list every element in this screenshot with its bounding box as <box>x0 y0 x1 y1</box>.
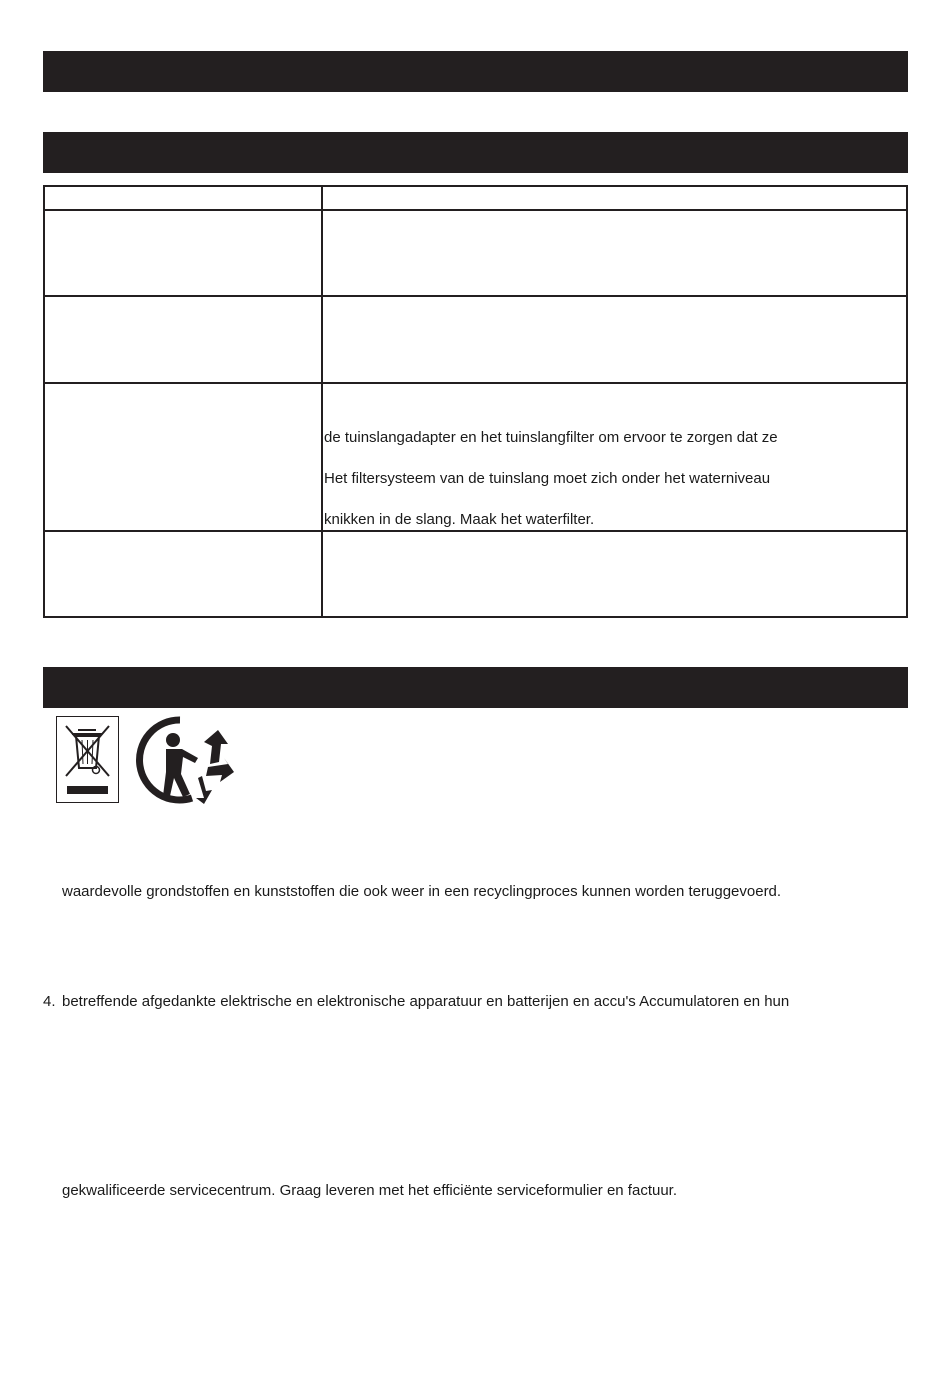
table-row-divider <box>45 530 906 532</box>
service-paragraph-line: gekwalificeerde servicecentrum. Graag leveren met het efficiënte serviceformulier en factuur. <box>62 1182 678 1199</box>
table-row-divider <box>45 295 906 297</box>
table-row-divider <box>45 209 906 211</box>
table-cell-solution-line: de tuinslangadapter en het tuinslangfilter om ervoor te zorgen dat ze <box>324 429 778 446</box>
table-row-divider <box>45 382 906 384</box>
disposal-header-bar <box>43 667 908 708</box>
troubleshooting-header-bar <box>43 132 908 173</box>
list-item-number: 4. <box>43 993 56 1010</box>
triman-recycling-icon <box>132 712 234 804</box>
table-cell-solution-line: knikken in de slang. Maak het waterfilter. <box>324 511 595 528</box>
troubleshooting-table <box>43 185 908 618</box>
table-cell-solution-line: Het filtersysteem van de tuinslang moet zich onder het waterniveau <box>324 470 771 487</box>
section-header-bar <box>43 51 908 92</box>
weee-crossed-bin-icon <box>56 716 119 803</box>
table-column-divider <box>321 187 323 616</box>
disposal-paragraph-line: waardevolle grondstoffen en kunststoffen die ook weer in een recyclingproces kunnen worden teruggevoerd. <box>62 883 782 900</box>
disposal-list-item-text: betreffende afgedankte elektrische en elektronische apparatuur en batterijen en accu's Accumulatoren en hun <box>62 993 790 1010</box>
